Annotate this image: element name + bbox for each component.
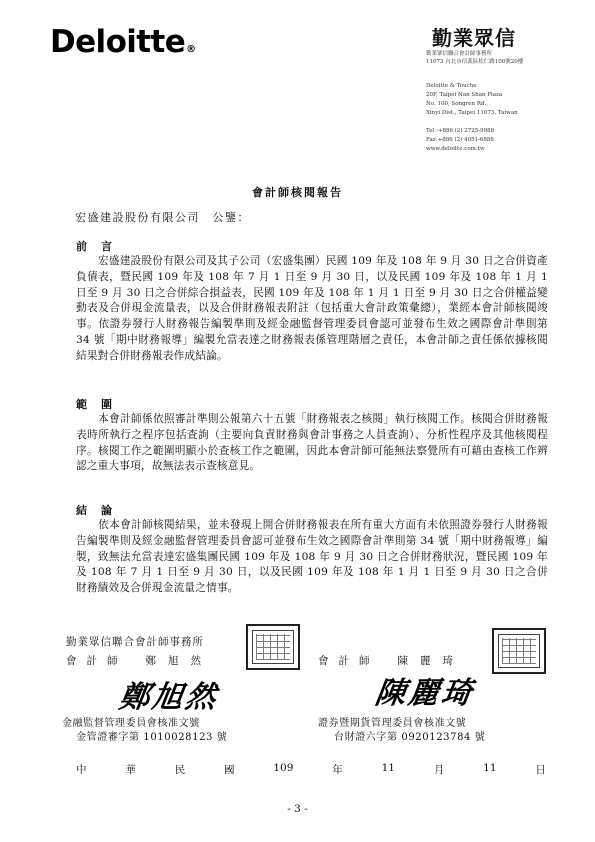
firm-sub-line: 勤業眾信聯合會計師事務所 <box>426 51 493 57</box>
left-accountant-seal-icon <box>246 624 300 670</box>
address-line: Xinyi Dist., Taipei 11073, Taiwan <box>426 110 518 116</box>
addressee: 宏盛建設股份有限公司 公鑒： <box>75 211 250 224</box>
section-heading-conclusion: 結論 <box>76 504 126 517</box>
deloitte-logo <box>50 24 196 60</box>
right-accountant-line <box>318 653 465 668</box>
address-line: Fax:+886 (2) 4051-6888 <box>426 137 494 143</box>
firm-address-block <box>426 82 518 154</box>
date-year: 109 <box>273 762 294 774</box>
accountant-name: 鄭旭然 <box>145 655 213 667</box>
left-approval-label: 金融監督管理委員會核准文號 <box>62 718 200 729</box>
section-body-introduction <box>76 254 548 365</box>
page-number: - 3 - <box>287 803 308 815</box>
accountant-role: 會計師 <box>318 655 380 667</box>
date-part: 華 <box>125 764 136 776</box>
section-body-scope <box>76 412 548 475</box>
right-approval-label: 證券暨期貨管理委員會核准文號 <box>318 718 467 729</box>
date-day: 11 <box>483 762 497 774</box>
firm-subtitle <box>426 50 523 66</box>
date-part: 國 <box>224 764 235 776</box>
logo-registered-mark: ® <box>186 44 196 55</box>
signing-firm-name: 勤業眾信聯合會計師事務所 <box>66 636 204 648</box>
date-month: 11 <box>381 762 395 774</box>
right-accountant-seal-icon <box>492 628 546 674</box>
right-handwritten-signature: 陳麗琦 <box>373 676 477 711</box>
address-line <box>426 118 518 127</box>
date-part: 日 <box>535 764 546 776</box>
address-line: Deloitte & Touche <box>426 83 477 89</box>
firm-sub-line: 11073 台北市信義區松仁路100號20樓 <box>426 59 524 65</box>
accountant-role: 會計師 <box>66 655 128 667</box>
left-approval-number: 金管證審字第 1010028123 號 <box>76 732 228 743</box>
report-date <box>76 762 546 777</box>
report-title: 會計師核閱報告 <box>252 186 343 199</box>
date-part: 年 <box>332 764 343 776</box>
section-text: 依本會計師核閱結果，並未發現上開合併財務報表在所有重大方面有未依照證券發行人財務報告編製準則及經金融監督管理委員會認可並發布生效之國際會計準則第 34 號「期中財務報導」編製，致無法允當表達宏盛集團民國 109 年及 108 年 9 月 30 日之合併財務狀況，暨民國 109 年及 108 年 7 月 1 日至 9 月 30 日，以及民國 109 年及 108 年 1 月 1 日至 9 月 30 日之合併財務績效及合併現金流量之情事。 <box>76 519 548 595</box>
logo-text: Deloitte <box>50 24 186 60</box>
section-body-conclusion <box>76 518 548 597</box>
section-text: 本會計師係依照審計準則公報第六十五號「財務報表之核閱」執行核閱工作。核閱合併財務報表時所執行之程序包括查詢（主要向負責財務與會計事務之人員查詢）、分析性程序及其他核閱程序。核閱工作之範圍明顯小於查核工作之範圍，因此本會計師可能無法察覺所有可藉由查核工作辨認之重大事項，故無法表示查核意見。 <box>76 413 548 473</box>
date-part: 中 <box>76 764 87 776</box>
accountant-name: 陳麗琦 <box>397 655 465 667</box>
section-heading-introduction: 前言 <box>76 240 126 253</box>
section-text: 宏盛建設股份有限公司及其子公司（宏盛集團）民國 109 年及 108 年 9 月 30 日之合併資產負債表，暨民國 109 年及 108 年 7 月 1 日至 9 月 30 日，以及民國 109 年及 108 年 1 月 1 日至 9 月 30 日之合併綜合損益表，民國 109 年及 108 年 1 月 1 日至 9 月 30 日之合併權益變動表及合併現金流量表，以及合併財務報表附註（包括重大會計政策彙總），業經本會計師核閱竣事。依證券發行人財務報告編製準則及經金融監督管理委員會認可並發布生效之國際會計準則第 34 號「期中財務報導」編製允當表達之財務報表係管理階層之責任，本會計師之責任係依據核閱結果對合併財務報表作成結論。 <box>76 255 548 362</box>
left-handwritten-signature: 鄭旭然 <box>117 680 221 715</box>
address-line: No. 100, Songren Rd., <box>426 101 488 107</box>
address-line: 20F, Taipei Nan Shan Plaza <box>426 92 503 98</box>
address-line: Tel :+886 (2) 2725-9988 <box>426 128 495 134</box>
section-heading-scope: 範圍 <box>76 398 126 411</box>
right-approval-number: 台財證六字第 0920123784 號 <box>334 732 486 743</box>
address-line: www.deloitte.com.tw <box>426 146 485 152</box>
date-part: 月 <box>433 764 445 776</box>
date-part: 民 <box>174 764 186 776</box>
firm-name-chinese: 勤業眾信 <box>432 26 516 50</box>
left-accountant-line <box>66 653 213 668</box>
